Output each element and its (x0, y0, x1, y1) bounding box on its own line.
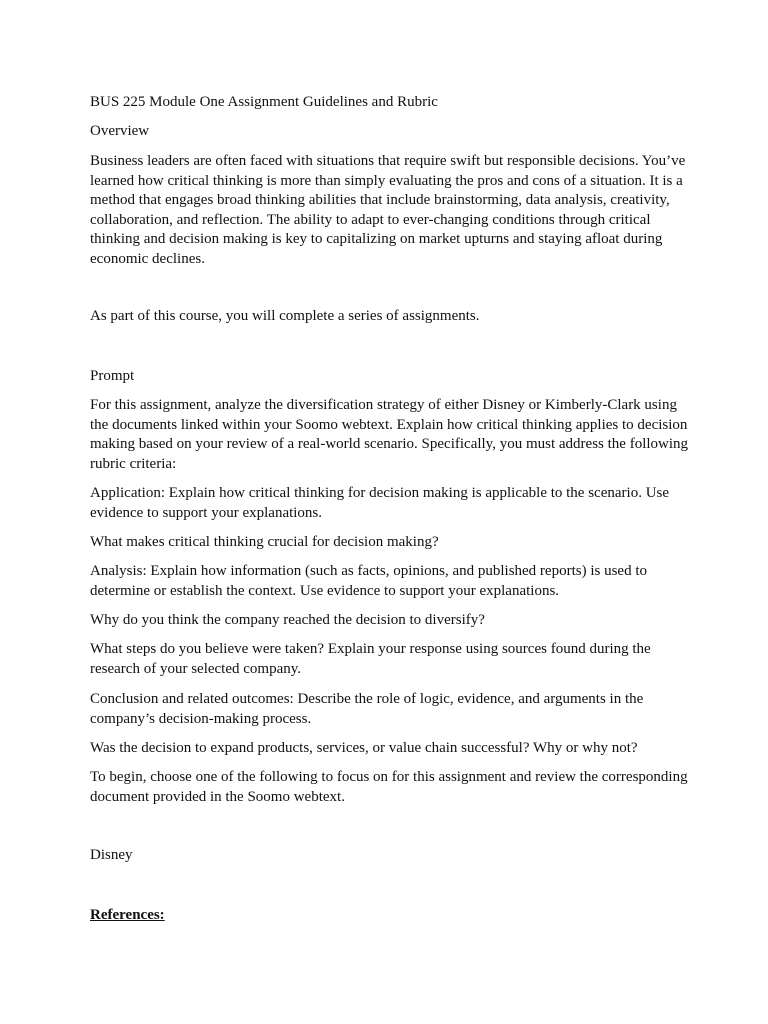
document-title: BUS 225 Module One Assignment Guidelines and Rubric (90, 94, 438, 110)
question-diversify: Why do you think the company reached the decision to diversify? (90, 612, 485, 628)
question-critical-thinking: What makes critical thinking crucial for decision making? (90, 534, 439, 550)
overview-heading: Overview (90, 123, 150, 139)
prompt-heading: Prompt (90, 368, 135, 384)
overview-paragraph: Business leaders are often faced with situations that require swift but responsible decisions. You’ve learned how critical thinking is more than simply evaluating the pros and cons of a situation. It is a method that engages broad thinking abilities that include brainstorming, data analysis, creativity, collaboration, and reflection. The ability to adapt to ever-changing conditions through critical thinking and decision making is key to capitalizing on market upturns and staying afloat during economic declines. (90, 153, 686, 267)
question-steps: What steps do you believe were taken? Explain your response using sources found during the research of your selected company. (90, 641, 651, 677)
analysis-criterion: Analysis: Explain how information (such as facts, opinions, and published reports) is used to determine or establish the context. Use evidence to support your explanations. (90, 563, 647, 599)
conclusion-criterion: Conclusion and related outcomes: Describe the role of logic, evidence, and arguments in the company’s decision-making process. (90, 691, 644, 727)
prompt-paragraph: For this assignment, analyze the diversification strategy of either Disney or Kimberly-Clark using the documents linked within your Soomo webtext. Explain how critical thinking applies to decision making based on your review of a real-world scenario. Specifically, you must address the following rubric criteria: (90, 397, 689, 472)
references-heading: References: (90, 907, 165, 923)
company-choice: Disney (90, 847, 133, 863)
application-criterion: Application: Explain how critical thinking for decision making is applicable to the scenario. Use evidence to support your explanations. (90, 485, 670, 521)
course-note: As part of this course, you will complete a series of assignments. (90, 308, 480, 324)
begin-instruction: To begin, choose one of the following to focus on for this assignment and review the corresponding document provided in the Soomo webtext. (90, 769, 688, 805)
question-success: Was the decision to expand products, services, or value chain successful? Why or why not? (90, 740, 638, 756)
